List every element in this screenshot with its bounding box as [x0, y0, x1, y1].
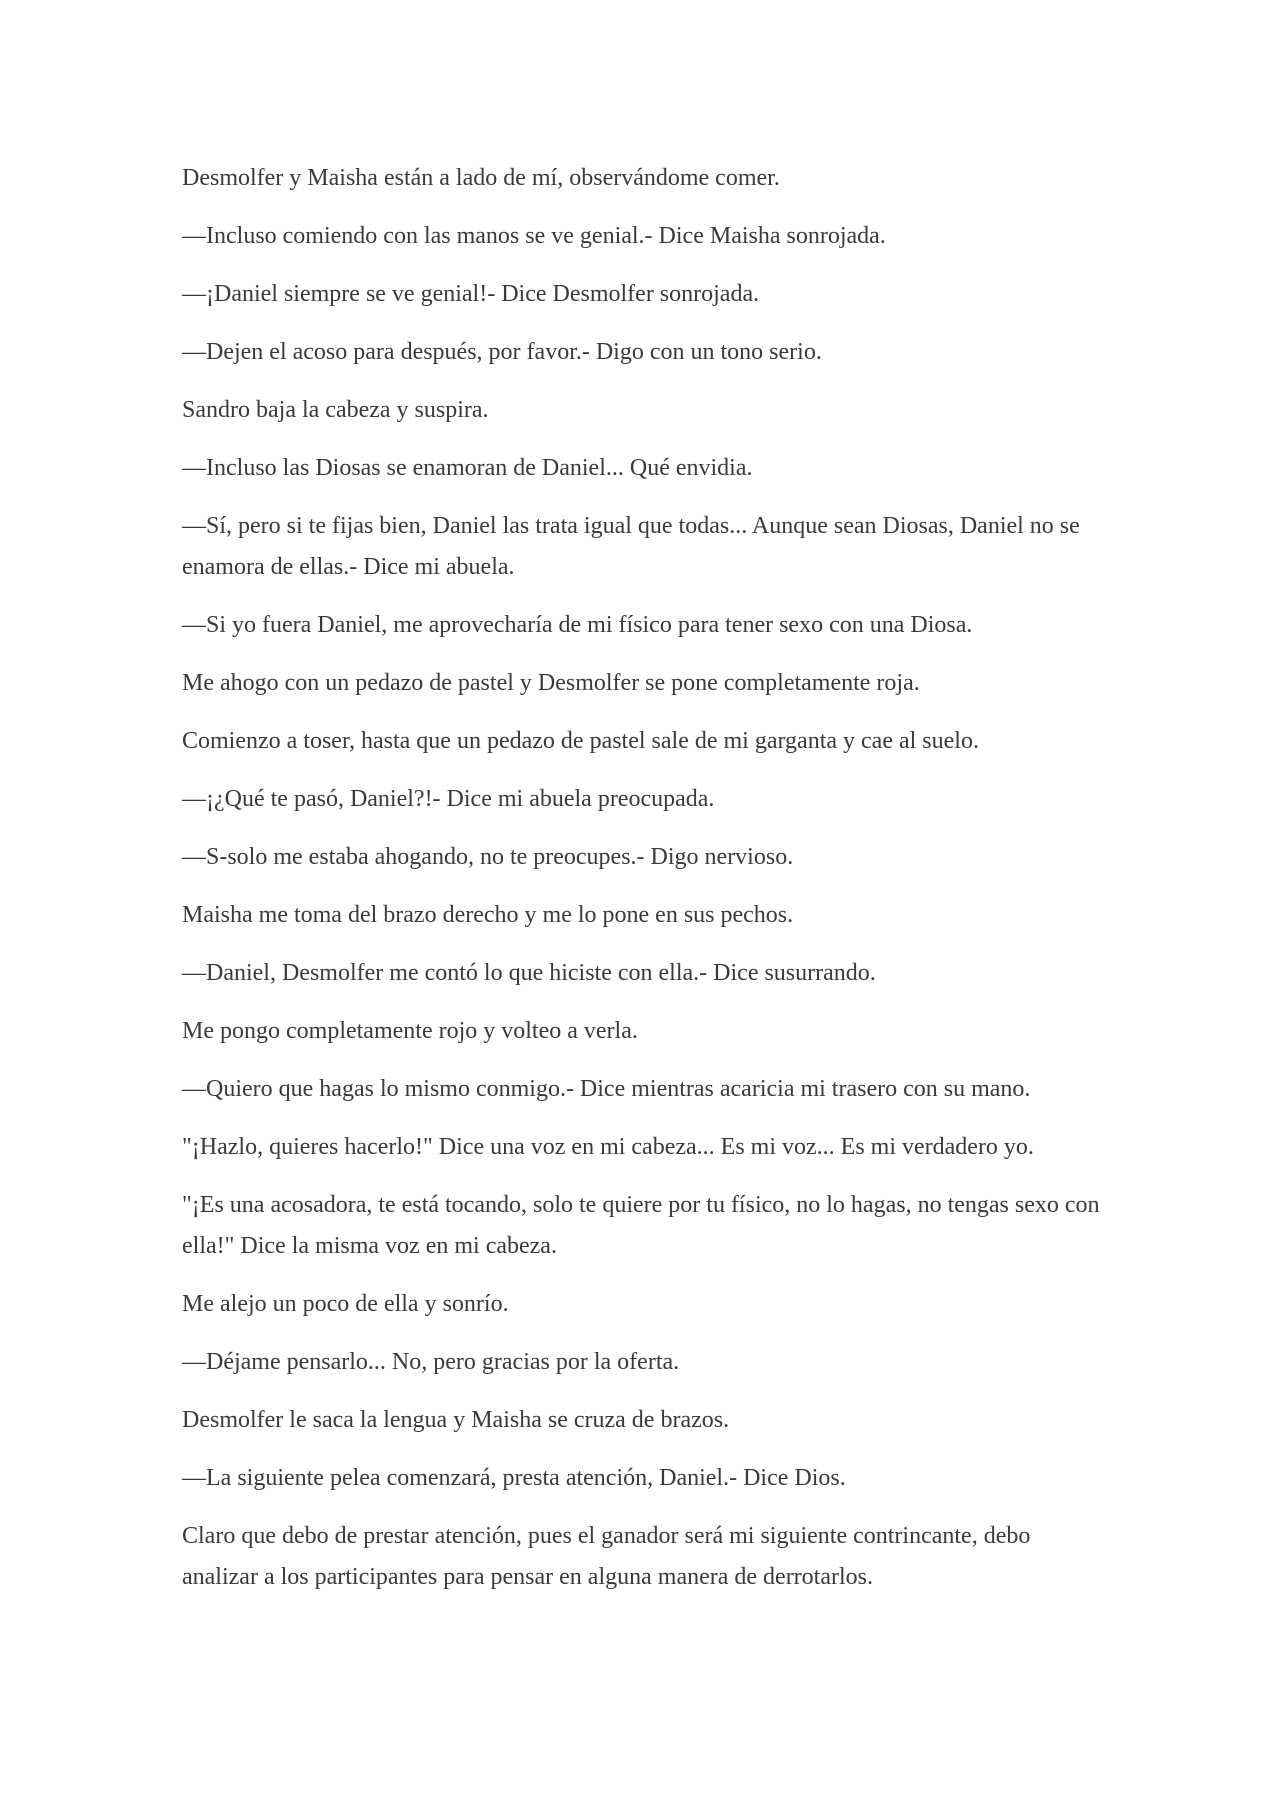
paragraph: —¡¿Qué te pasó, Daniel?!- Dice mi abuela preocupada.	[182, 786, 715, 812]
paragraph: —Quiero que hagas lo mismo conmigo.- Dice mientras acaricia mi trasero con su mano.	[182, 1076, 1031, 1102]
paragraph: Me alejo un poco de ella y sonrío.	[182, 1291, 509, 1317]
paragraph: —Sí, pero si te fijas bien, Daniel las trata igual que todas... Aunque sean Diosas, Daniel no se enamora de ellas.- Dice mi abuela.	[182, 513, 1080, 580]
paragraph: —Dejen el acoso para después, por favor.- Digo con un tono serio.	[182, 339, 822, 365]
paragraph: —Déjame pensarlo... No, pero gracias por la oferta.	[182, 1349, 680, 1375]
paragraph: "¡Es una acosadora, te está tocando, solo te quiere por tu físico, no lo hagas, no tengas sexo con ella!" Dice la misma voz en mi cabeza.	[182, 1192, 1100, 1259]
paragraph: Sandro baja la cabeza y suspira.	[182, 397, 489, 423]
paragraph: —S-solo me estaba ahogando, no te preocupes.- Digo nervioso.	[182, 844, 794, 870]
paragraph: —Incluso las Diosas se enamoran de Daniel... Qué envidia.	[182, 455, 753, 481]
paragraph: Me pongo completamente rojo y volteo a verla.	[182, 1018, 638, 1044]
paragraph: Maisha me toma del brazo derecho y me lo pone en sus pechos.	[182, 902, 794, 928]
paragraph: —¡Daniel siempre se ve genial!- Dice Desmolfer sonrojada.	[182, 281, 760, 307]
paragraph: Me ahogo con un pedazo de pastel y Desmolfer se pone completamente roja.	[182, 670, 920, 696]
document-page	[182, 158, 1112, 1615]
paragraph: Claro que debo de prestar atención, pues el ganador será mi siguiente contrincante, debo analizar a los participantes para pensar en alguna manera de derrotarlos.	[182, 1523, 1031, 1590]
paragraph: —Daniel, Desmolfer me contó lo que hiciste con ella.- Dice susurrando.	[182, 960, 876, 986]
paragraph: Desmolfer le saca la lengua y Maisha se cruza de brazos.	[182, 1407, 730, 1433]
paragraph: —La siguiente pelea comenzará, presta atención, Daniel.- Dice Dios.	[182, 1465, 846, 1491]
paragraph: —Si yo fuera Daniel, me aprovecharía de mi físico para tener sexo con una Diosa.	[182, 612, 973, 638]
paragraph: Desmolfer y Maisha están a lado de mí, observándome comer.	[182, 165, 780, 191]
paragraph: "¡Hazlo, quieres hacerlo!" Dice una voz en mi cabeza... Es mi voz... Es mi verdadero yo.	[182, 1134, 1034, 1160]
paragraph: —Incluso comiendo con las manos se ve genial.- Dice Maisha sonrojada.	[182, 223, 886, 249]
paragraph: Comienzo a toser, hasta que un pedazo de pastel sale de mi garganta y cae al suelo.	[182, 728, 979, 754]
